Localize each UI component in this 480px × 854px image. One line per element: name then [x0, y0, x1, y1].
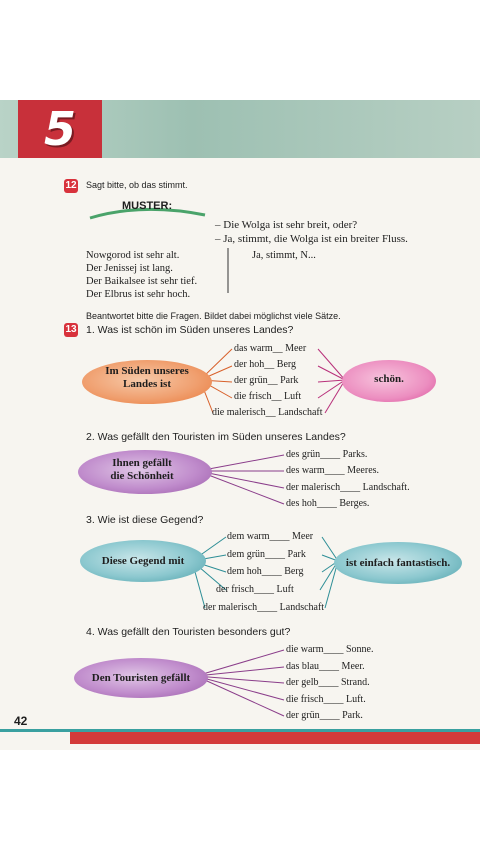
statement-4: Der Elbrus ist sehr hoch. [86, 289, 191, 300]
textbook-page [0, 100, 480, 750]
q2-left-label: Ihnen gefällt die Schönheit [110, 457, 174, 482]
footer-stripe [70, 732, 480, 744]
q2-connectors [198, 455, 284, 504]
question-3: 3. Wie ist diese Gegend? [86, 514, 204, 526]
q3-item-5: der malerisch____ Landschaft [203, 602, 325, 613]
q2-item-2: des warm____ Meeres. [286, 465, 380, 476]
q2-item-1: des grün____ Parks. [286, 449, 368, 460]
q1-item-1: das warm__ Meer [234, 343, 307, 354]
q3-left-connectors [192, 537, 226, 608]
exercise-13-instruction: Beantwortet bitte die Fragen. Bildet dabei möglichst viele Sätze. [86, 311, 341, 321]
statement-3: Der Baikalsee ist sehr tief. [86, 276, 198, 287]
q1-right-connectors [318, 349, 345, 413]
q2-item-3: der malerisch____ Landschaft. [286, 482, 410, 493]
q4-item-4: die frisch____ Luft. [286, 694, 366, 705]
q3-item-1: dem warm____ Meer [227, 531, 314, 542]
q1-item-4: die frisch__ Luft [234, 391, 302, 402]
q4-item-3: der gelb____ Strand. [286, 677, 370, 688]
q2-item-4: des hoh____ Berges. [286, 498, 370, 509]
q1-item-5: die malerisch__ Landschaft [212, 407, 323, 418]
q1-left-label: Im Süden unseres Landes ist [105, 365, 189, 390]
q1-right-label: schön. [374, 373, 404, 385]
question-2: 2. Was gefällt den Touristen im Süden unseres Landes? [86, 431, 346, 443]
dialog-line-2: – Ja, stimmt, die Wolga ist ein breiter Fluss. [215, 233, 408, 245]
q3-right-label: ist einfach fantastisch. [345, 557, 451, 569]
q4-connectors [196, 650, 284, 716]
unit-number: 5 [43, 102, 76, 156]
statement-1: Nowgorod ist sehr alt. [86, 250, 180, 261]
answer-start: Ja, stimmt, N... [252, 250, 316, 261]
exercise-13-badge: 13 [65, 324, 77, 335]
exercise-12-badge: 12 [65, 180, 77, 191]
q1-item-2: der hoh__ Berg [234, 359, 297, 370]
exercise-12-instruction: Sagt bitte, ob das stimmt. [86, 180, 188, 190]
question-1: 1. Was ist schön im Süden unseres Landes? [86, 324, 294, 336]
q3-right-connectors [320, 537, 338, 608]
statement-2: Der Jenissej ist lang. [86, 263, 173, 274]
dialog-line-1: – Die Wolga ist sehr breit, oder? [215, 219, 358, 231]
question-4: 4. Was gefällt den Touristen besonders gut? [86, 626, 291, 638]
q4-item-1: die warm____ Sonne. [286, 644, 374, 655]
q3-item-4: der frisch____ Luft [216, 584, 294, 595]
page-number: 42 [14, 714, 28, 728]
q3-item-2: dem grün____ Park [227, 549, 306, 560]
connector-lines [0, 100, 480, 750]
q3-left-label: Diese Gegend mit [101, 555, 185, 567]
q4-item-2: das blau____ Meer. [286, 661, 365, 672]
q1-item-3: der grün__ Park [234, 375, 299, 386]
q4-left-label: Den Touristen gefällt [91, 672, 191, 684]
q3-item-3: dem hoh____ Berg [227, 566, 304, 577]
muster-label: MUSTER: [122, 200, 173, 212]
q4-item-5: der grün____ Park. [286, 710, 363, 721]
